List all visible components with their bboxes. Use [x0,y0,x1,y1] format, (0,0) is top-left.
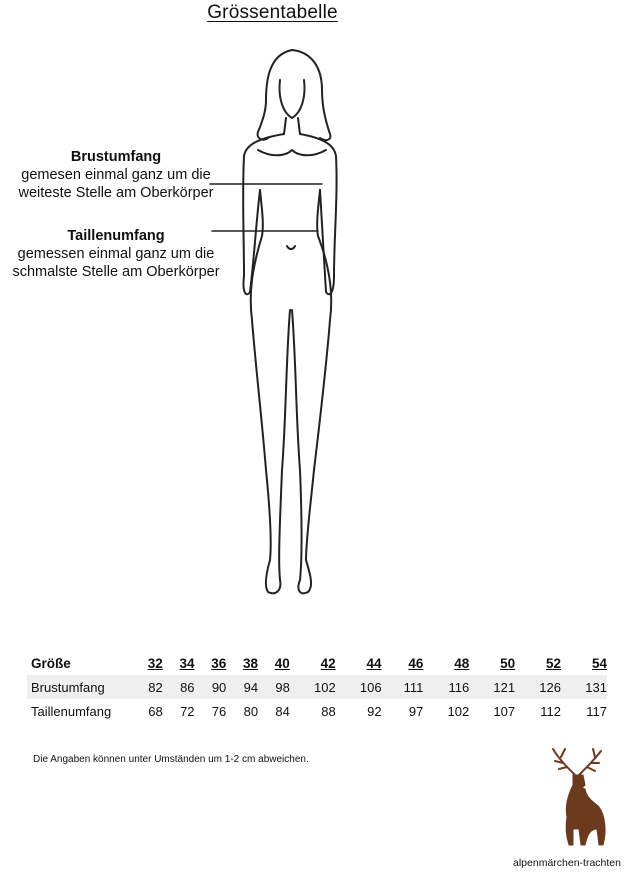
value-cell: 90 [211,679,227,695]
value-cell: 131 [585,679,607,695]
value-cell: 121 [493,679,516,695]
value-cell: 117 [586,703,607,719]
size-cell: 52 [545,655,561,671]
value-cell: 92 [367,703,382,719]
size-cell: 36 [211,655,227,671]
waist-annotation [0,227,232,281]
disclaimer-note: Die Angaben können unter Umständen um 1-2 cm abweichen. [33,754,309,765]
size-cell: 40 [274,655,290,671]
size-cell: 48 [454,655,470,671]
value-cell: 102 [447,703,470,719]
value-cell: 116 [448,679,470,695]
value-cell: 94 [243,679,259,695]
value-cell: 126 [539,679,561,695]
value-cell: 98 [275,679,290,695]
value-cell: 84 [275,703,290,719]
value-cell: 80 [243,703,259,719]
value-cell: 72 [180,703,195,719]
table-row [27,699,607,723]
value-cell: 82 [148,679,163,695]
value-cell: 107 [493,703,516,719]
size-cell: 50 [500,655,516,671]
size-table [27,651,607,723]
waist-heading: Taillenumfang [67,228,165,244]
chest-heading: Brustumfang [70,149,162,165]
size-cell: 46 [408,655,424,671]
value-cell: 76 [211,703,227,719]
size-cell: 42 [320,655,336,671]
table-header-row [27,651,607,675]
chest-desc-line: gemesen einmal ganz um die [21,167,211,183]
header-label: Größe [31,655,71,671]
value-cell: 112 [540,703,561,719]
brand-name: alpenmärchen-trachten [513,857,621,869]
page-title: Grössentabelle [207,2,338,23]
value-cell: 88 [321,703,336,719]
row-label: Taillenumfang [31,703,112,719]
row-label: Brustumfang [31,679,105,695]
size-cell: 34 [179,655,195,671]
waist-desc-line: gemessen einmal ganz um die [17,246,215,262]
value-cell: 111 [403,679,424,695]
waist-desc-line: schmalste Stelle am Oberkörper [12,264,220,280]
chest-annotation [0,148,232,202]
value-cell: 97 [408,703,424,719]
value-cell: 106 [359,679,382,695]
size-cell: 44 [366,655,382,671]
value-cell: 86 [180,679,195,695]
chest-desc-line: weiteste Stelle am Oberkörper [18,185,214,201]
value-cell: 68 [148,703,163,719]
size-cell: 38 [243,655,259,671]
table-row [27,675,607,699]
value-cell: 102 [314,679,336,695]
size-cell: 54 [591,655,607,671]
size-cell: 32 [147,655,163,671]
deer-logo-icon [545,745,615,853]
